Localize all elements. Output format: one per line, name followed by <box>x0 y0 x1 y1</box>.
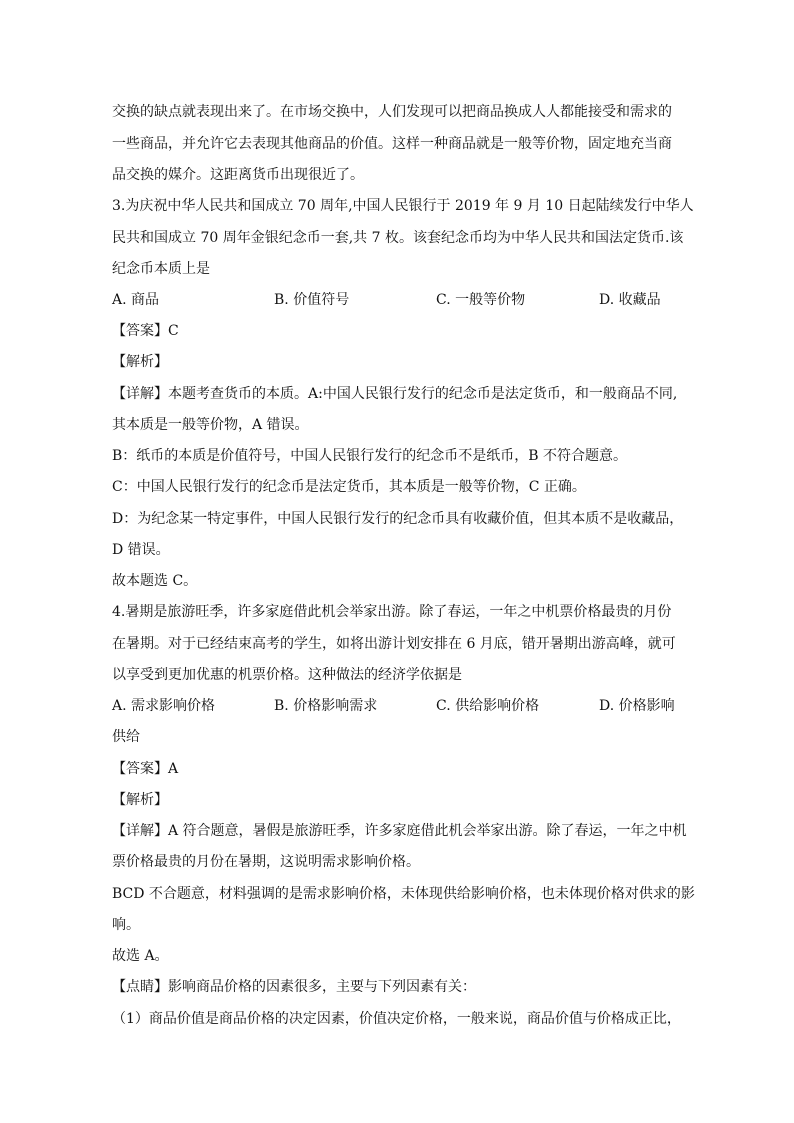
text-line: 故选 A。 <box>112 948 169 964</box>
text-line: D：为纪念某一特定事件，中国人民银行发行的纪念币具有收藏价值，但其本质不是收藏品， <box>112 511 684 527</box>
text-line: 响。 <box>112 917 140 933</box>
option-b: B. 价格影响需求 <box>274 698 378 714</box>
text-line: 其本质是一般等价物，A 错误。 <box>112 417 309 433</box>
option-d: D. 收藏品 <box>599 292 661 308</box>
text-line: 一些商品，并允许它去表现其他商品的价值。这样一种商品就是一般等价物，固定地充当商 <box>112 136 672 152</box>
question-4-stem: 4.暑期是旅游旺季，许多家庭借此机会举家出游。除了春运，一年之中机票价格最贵的月份 <box>112 604 672 620</box>
answer-label: 【答案】A <box>112 761 179 777</box>
question-3-stem: 3.为庆祝中华人民共和国成立 70 周年,中国人民银行于 2019 年 9 月 10 日起陆续发行中华人 <box>112 198 694 214</box>
option-a: A. 需求影响价格 <box>112 698 216 714</box>
text-line: 【点睛】影响商品价格的因素很多，主要与下列因素有关： <box>112 979 476 995</box>
text-line: 故本题选 C。 <box>112 573 198 589</box>
text-line: 【详解】本题考查货币的本质。A:中国人民银行发行的纪念币是法定货币，和一般商品不同, <box>112 386 678 402</box>
text-line: D 错误。 <box>112 542 170 558</box>
text-line: 供给 <box>112 729 140 745</box>
text-line: 在暑期。对于已经结束高考的学生，如将出游计划安排在 6 月底，错开暑期出游高峰，就可 <box>112 636 676 652</box>
option-d: D. 价格影响 <box>599 698 675 714</box>
text-line: 票价格最贵的月份在暑期，这说明需求影响价格。 <box>112 854 420 870</box>
option-c: C. 供给影响价格 <box>436 698 540 714</box>
text-line: 品交换的媒介。这距离货币出现很近了。 <box>112 167 364 183</box>
text-line: B：纸币的本质是价值符号，中国人民银行发行的纪念币不是纸币，B 不符合题意。 <box>112 448 628 464</box>
text-line: 交换的缺点就表现出来了。在市场交换中，人们发现可以把商品换成人人都能接受和需求的 <box>112 104 672 120</box>
analysis-label: 【解析】 <box>112 354 168 370</box>
text-line: （1）商品价值是商品价格的决定因素，价值决定价格，一般来说，商品价值与价格成正比， <box>112 1011 681 1027</box>
text-line: 纪念币本质上是 <box>112 261 210 277</box>
text-line: C：中国人民银行发行的纪念币是法定货币，其本质是一般等价物，C 正确。 <box>112 479 586 495</box>
option-a: A. 商品 <box>112 292 160 308</box>
text-line: 民共和国成立 70 周年金银纪念币一套,共 7 枚。该套纪念币均为中华人民共和国法定货币.该 <box>112 230 684 246</box>
option-c: C. 一般等价物 <box>436 292 526 308</box>
text-line: BCD 不合题意，材料强调的是需求影响价格，未体现供给影响价格，也未体现价格对供求的影 <box>112 886 695 902</box>
answer-label: 【答案】C <box>112 323 179 339</box>
option-b: B. 价值符号 <box>274 292 350 308</box>
text-line: 以享受到更加优惠的机票价格。这种做法的经济学依据是 <box>112 667 462 683</box>
text-line: 【详解】A 符合题意，暑假是旅游旺季，许多家庭借此机会举家出游。除了春运，一年之中机 <box>112 823 687 839</box>
analysis-label: 【解析】 <box>112 792 168 808</box>
